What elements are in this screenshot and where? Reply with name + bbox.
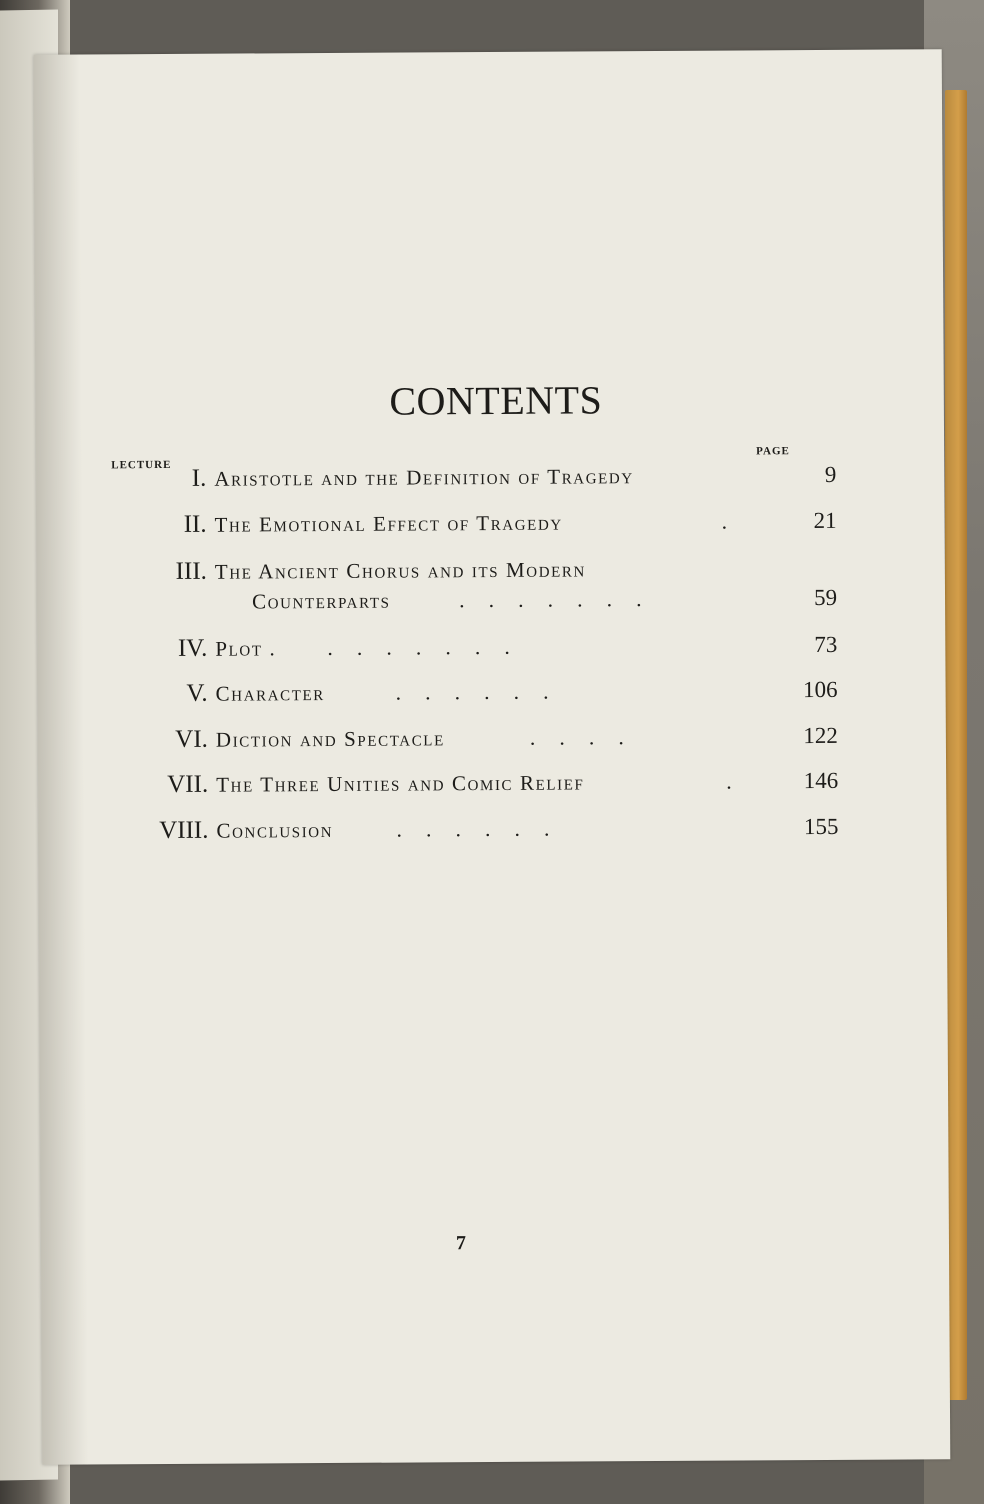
toc-entry bbox=[78, 766, 839, 798]
dot-leaders: ....... bbox=[458, 585, 666, 613]
dot-leaders: ...... bbox=[396, 815, 574, 842]
lecture-title: The Three Unities and Comic Relief bbox=[216, 770, 585, 797]
toc-entry bbox=[77, 553, 807, 585]
lecture-title-continued: Counterparts bbox=[251, 588, 391, 614]
dot-leaders: ....... bbox=[327, 633, 534, 661]
lecture-numeral: IV. bbox=[177, 634, 208, 662]
page-number: 155 bbox=[803, 813, 839, 840]
book-page bbox=[34, 49, 951, 1465]
lecture-numeral: VII. bbox=[167, 770, 209, 798]
page-number: 73 bbox=[814, 631, 838, 658]
lecture-title: The Ancient Chorus and its Modern bbox=[214, 557, 586, 584]
lecture-title: Character bbox=[215, 681, 325, 706]
toc-entry bbox=[78, 675, 838, 707]
lecture-title: Plot . bbox=[215, 636, 277, 661]
dot-leaders: . bbox=[726, 768, 756, 794]
toc-entry bbox=[78, 721, 838, 753]
lecture-numeral: II. bbox=[183, 510, 207, 538]
toc-entry bbox=[78, 812, 839, 845]
page-gutter-shadow bbox=[34, 55, 89, 1465]
lecture-numeral: VI. bbox=[175, 725, 208, 753]
page-number: 122 bbox=[803, 722, 838, 749]
page-number: 106 bbox=[803, 676, 838, 703]
page-number: 59 bbox=[813, 584, 838, 611]
contents-heading: CONTENTS bbox=[389, 377, 603, 424]
page-number: 9 bbox=[824, 461, 837, 487]
lecture-title: Aristotle and the Definition of Tragedy bbox=[214, 464, 634, 491]
lecture-numeral: I. bbox=[191, 464, 207, 492]
lecture-title: The Emotional Effect of Tragedy bbox=[214, 510, 563, 537]
dot-leaders: . bbox=[721, 508, 752, 534]
page-folio-number: 7 bbox=[455, 1232, 467, 1255]
lecture-numeral: V. bbox=[186, 679, 208, 707]
toc-entry bbox=[77, 630, 838, 662]
page-number: 21 bbox=[813, 507, 837, 534]
lecture-numeral: III. bbox=[175, 557, 207, 585]
dot-leaders: .... bbox=[529, 724, 648, 750]
lecture-column-label: LECTURE bbox=[111, 458, 172, 472]
lecture-title: Diction and Spectacle bbox=[215, 726, 445, 752]
page-column-label: PAGE bbox=[756, 445, 790, 458]
dot-leaders: ...... bbox=[395, 678, 573, 705]
lecture-numeral: VIII. bbox=[159, 816, 209, 845]
page-number: 146 bbox=[803, 767, 839, 794]
lecture-title: Conclusion bbox=[216, 817, 334, 843]
toc-entry bbox=[76, 506, 837, 538]
